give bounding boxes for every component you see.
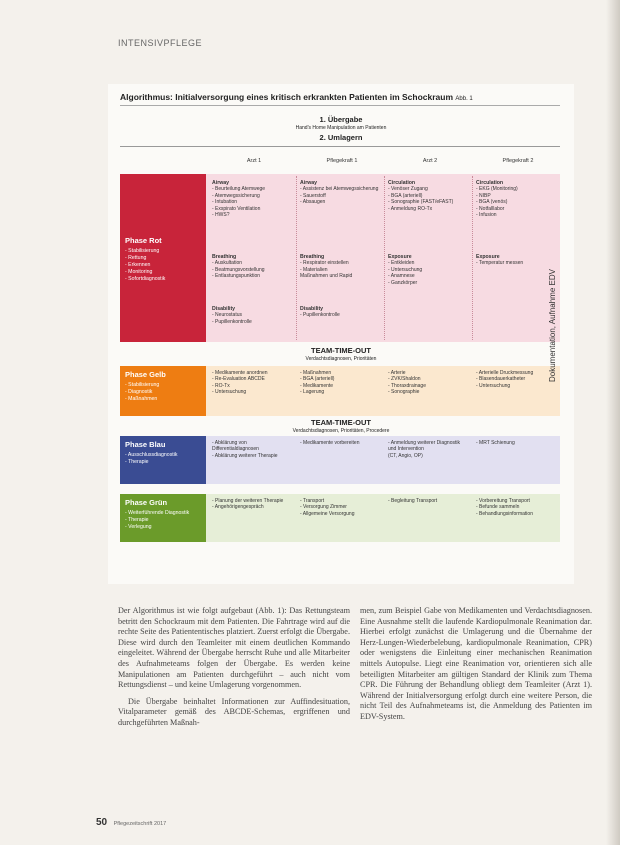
cell-rot-pflege1-disability bbox=[300, 306, 380, 319]
cell-line: - RO-Tx bbox=[212, 382, 230, 389]
phase-rot-item: - Rettung bbox=[125, 255, 147, 261]
cell-rot-pflege2-exposure bbox=[476, 254, 556, 267]
cell-line: - BGA (arteriell) bbox=[300, 376, 335, 383]
cell-line: - Anmeldung weiterer Diagnostik und Intervention bbox=[388, 440, 460, 453]
paragraph: Der Algorithmus ist wie folgt aufgebaut (Abb. 1): Das Rettungsteam betritt den Schockraum mit dem Patienten. Die Fahrtrage wird auf die rechte Seite des Patiententisches platziert. Zuerst erfolgt die Übergabe. Diese wird durch den Teamleiter mit einem deutlichen Kommando eingeleitet. Während der Übergabe herrscht Ruhe und alle Mitarbeiter des Aufnahmeteams folgen der Übergabe. Es werden keine Manipulationen am Patienten durchgeführt – auch nicht vom Rettungsdienst – und keine Umlagerung vorgenommen. bbox=[118, 606, 350, 690]
cell-line: - Auskultation bbox=[212, 260, 243, 267]
phase-blau-item: - Therapie bbox=[125, 459, 149, 465]
phase-gruen-item: - Weiterführende Diagnostik bbox=[125, 510, 190, 516]
source-line: Pflegezeitschrift 2017 bbox=[113, 821, 167, 827]
cell-line: - Untersuchung bbox=[476, 382, 511, 389]
cell-line: - Anmeldung RO-Tx bbox=[388, 205, 433, 212]
cell-line: - Temperatur messen bbox=[476, 260, 524, 267]
phase-gruen-item: - Therapie bbox=[125, 517, 149, 523]
phase-gelb-item: - Stabilisierung bbox=[125, 382, 160, 388]
cell-title: Disability bbox=[212, 306, 236, 312]
figure-title bbox=[120, 92, 560, 106]
phase-rot-item: - Sofortdiagnostik bbox=[125, 276, 166, 282]
col-arzt-1: Arzt 1 bbox=[246, 158, 262, 164]
body-column-left bbox=[118, 606, 350, 735]
col-pflegekraft-1: Pflegekraft 1 bbox=[326, 158, 358, 164]
cell-line: - Infusion bbox=[476, 212, 497, 219]
algorithm-figure bbox=[108, 84, 574, 584]
step-uebergabe: 1. Übergabe bbox=[319, 115, 363, 124]
cell-line: - MRT Schienung bbox=[476, 440, 515, 446]
phase-rot-item: - Erkennen bbox=[125, 262, 151, 268]
phase-rot-title: Phase Rot bbox=[125, 236, 162, 245]
cell-title: Circulation bbox=[388, 180, 416, 186]
cell-line: - Exspirato Ventilation bbox=[212, 205, 261, 212]
cell-line: - Beurteilung Atemwege bbox=[212, 186, 266, 193]
cell-gelb-arzt1 bbox=[212, 370, 292, 396]
phase-gelb-item: - Diagnostik bbox=[125, 389, 153, 395]
cell-blau-arzt2 bbox=[388, 440, 468, 459]
cell-line: - Beatmungsvorstellung bbox=[212, 266, 265, 273]
section-header: INTENSIVPFLEGE bbox=[118, 38, 203, 48]
cell-line: - Medikamente vorbereiten bbox=[300, 440, 360, 446]
phase-gelb-title: Phase Gelb bbox=[125, 370, 166, 379]
cell-title: Exposure bbox=[476, 254, 500, 260]
col-arzt-2: Arzt 2 bbox=[422, 158, 438, 164]
cell-line: - Sonographie bbox=[388, 389, 420, 396]
team-time-out-1: TEAM-TIME-OUT bbox=[311, 346, 371, 355]
cell-rot-pflege2-circulation bbox=[476, 180, 556, 218]
cell-line: - Ganzkörper bbox=[388, 279, 418, 286]
cell-line: - Untersuchung bbox=[212, 389, 247, 396]
page-footer bbox=[96, 817, 166, 828]
cell-line: - BGA (arteriell) bbox=[388, 192, 423, 199]
cell-gelb-pflege2 bbox=[476, 370, 556, 389]
team-time-out-2: TEAM-TIME-OUT bbox=[311, 418, 371, 427]
cell-line: - Vorbereitung Transport bbox=[476, 498, 530, 504]
cell-line: - Atemwegssicherung bbox=[212, 192, 260, 199]
cell-line: - Angehörigengespräch bbox=[212, 504, 264, 511]
phase-rot-label bbox=[120, 174, 206, 342]
cell-line: - Behandlungsinformation bbox=[476, 510, 533, 517]
cell-rot-arzt1-airway bbox=[212, 180, 292, 218]
cell-line: - Sauerstoff bbox=[300, 192, 326, 199]
cell-line: - ZVK/Shaldon bbox=[388, 376, 421, 383]
cell-line: - Medikamente anordnen bbox=[212, 370, 268, 376]
cell-line: - Notfalllabor bbox=[476, 205, 505, 212]
cell-blau-pflege2 bbox=[476, 440, 556, 446]
cell-rot-arzt2-circulation bbox=[388, 180, 468, 212]
cell-title: Exposure bbox=[388, 254, 412, 260]
divider bbox=[120, 146, 560, 147]
cell-line: - Arterie bbox=[388, 370, 406, 376]
cell-line: - Abklärung weiterer Therapie bbox=[212, 452, 278, 459]
body-column-right bbox=[360, 606, 592, 729]
cell-line: - Versorgung Zimmer bbox=[300, 504, 347, 511]
cell-title: Airway bbox=[300, 180, 318, 186]
cell-line: - Abklärung von Differentialdiagnosen bbox=[212, 440, 259, 453]
cell-line: - Venöser Zugang bbox=[388, 186, 428, 193]
cell-rot-pflege1-breathing bbox=[300, 254, 380, 280]
cell-title: Airway bbox=[212, 180, 230, 186]
cell-rot-arzt2-exposure bbox=[388, 254, 468, 286]
cell-line: - Allgemeine Versorgung bbox=[300, 510, 355, 517]
team-time-out-1-sub: Verdachtsdiagnosen, Prioritäten bbox=[305, 356, 377, 362]
phase-rot-item: - Monitoring bbox=[125, 269, 153, 275]
phase-blau-title: Phase Blau bbox=[125, 440, 166, 449]
cell-title: Circulation bbox=[476, 180, 504, 186]
phase-gelb-item: - Maßnahmen bbox=[125, 396, 158, 402]
cell-line: - Anamnese bbox=[388, 273, 415, 280]
column-rule bbox=[384, 176, 386, 340]
cell-gruen-arzt2 bbox=[388, 498, 468, 504]
phase-gruen-item: - Verlegung bbox=[125, 524, 152, 530]
cell-line: - Respirator einstellen bbox=[300, 260, 349, 267]
phase-blau-label bbox=[120, 436, 206, 484]
cell-blau-arzt1 bbox=[212, 440, 292, 459]
cell-line: - Entlastungspunktion bbox=[212, 273, 261, 280]
cell-rot-pflege1-airway bbox=[300, 180, 380, 206]
paragraph: Die Übergabe beinhaltet Informationen zur Auffindesituation, Vitalparameter gemäß des ABCDE-Schemas, ergriffenen und durchgeführten Maßnah- bbox=[118, 696, 350, 727]
cell-gruen-pflege1 bbox=[300, 498, 380, 517]
phase-blau-item: - Ausschlussdiagnostik bbox=[125, 452, 178, 458]
cell-line: - Lagerung bbox=[300, 389, 325, 396]
column-rule bbox=[296, 176, 298, 340]
team-time-out-2-sub: Verdachtsdiagnosen, Prioritäten, Procedere bbox=[292, 428, 390, 434]
phase-gruen-label bbox=[120, 494, 206, 542]
cell-line: - Transport bbox=[300, 498, 325, 504]
cell-line: - Pupillenkontrolle bbox=[300, 312, 340, 319]
phase-rot-item: - Stabilisierung bbox=[125, 248, 160, 254]
cell-gruen-pflege2 bbox=[476, 498, 556, 517]
cell-title: Breathing bbox=[212, 254, 237, 260]
cell-line: - Blasendauerkatheter bbox=[476, 376, 526, 383]
page-number: 50 bbox=[96, 817, 108, 828]
figure-ref: Abb. 1 bbox=[455, 96, 473, 102]
page-edge-shadow bbox=[606, 0, 620, 845]
cell-gelb-pflege1 bbox=[300, 370, 380, 396]
cell-line: - Thoraxdrainage bbox=[388, 382, 426, 389]
cell-title: Disability bbox=[300, 306, 324, 312]
paragraph: men, zum Beispiel Gabe von Medikamenten und Verdachtsdiagnosen. Eine Ausnahme stellt die laufende Kardiopulmonale Reanimation dar. Hierbei erfolgt zunächst die Umlagerung und die Übernahme der Herz-Lungen-Wiederbelebung, kardiopulmonale Reanimation, CPR) oder wenigstens die Einleitung einer mechanischen Reanimation mittels Autopulse. Liegt eine Reanimation vor, orientieren sich alle beteiligten Mitarbeiter am gültigen Standard der Klinik zum Thema CPR. Die Führung der Behandlung obliegt dem Teamleiter (Arzt 1). Während der Initialversorgung erfolgt durch eine weitere Person, die nicht Teil des Aufnahmeteams ist, die Anmeldung des Patienten im EDV-System. bbox=[360, 606, 592, 721]
cell-title: Breathing bbox=[300, 254, 325, 260]
cell-line: Maßnahmen und Rapid bbox=[300, 273, 353, 280]
cell-line: - Arterielle Druckmessung bbox=[476, 370, 534, 376]
cell-rot-arzt1-breathing bbox=[212, 254, 292, 280]
cell-line: - Begleitung Transport bbox=[388, 498, 438, 504]
figure-title-text: Algorithmus: Initialversorgung eines kritisch erkrankten Patienten im Schockraum bbox=[120, 92, 454, 102]
cell-line: - HWS? bbox=[212, 212, 230, 219]
cell-line: - Planung der weiteren Therapie bbox=[212, 498, 284, 504]
cell-line: - Assistenz bei Atemwegssicherung bbox=[300, 186, 379, 193]
cell-line: - Neurostatus bbox=[212, 312, 243, 319]
column-rule bbox=[472, 176, 474, 340]
cell-blau-pflege1 bbox=[300, 440, 380, 446]
col-pflegekraft-2: Pflegekraft 2 bbox=[502, 158, 534, 164]
phase-gelb-label bbox=[120, 366, 206, 416]
cell-line: - Absaugen bbox=[300, 199, 326, 206]
cell-line: - Medikamente bbox=[300, 382, 334, 389]
cell-line: - EKG (Monitoring) bbox=[476, 186, 518, 193]
step-umlagern: 2. Umlagern bbox=[319, 133, 363, 142]
cell-gruen-arzt1 bbox=[212, 498, 292, 511]
cell-line: - Befunde sammeln bbox=[476, 504, 520, 511]
cell-line: - NIBP bbox=[476, 192, 491, 199]
cell-line: - Untersuchung bbox=[388, 266, 423, 273]
cell-line: - Re-Evaluation ABCDE bbox=[212, 376, 265, 383]
step-uebergabe-note: Hand's Home Manipulation am Patienten bbox=[295, 125, 387, 131]
phase-gruen-title: Phase Grün bbox=[125, 498, 168, 507]
cell-gelb-arzt2 bbox=[388, 370, 468, 396]
cell-line: - Intubation bbox=[212, 199, 238, 206]
cell-rot-arzt1-disability bbox=[212, 306, 292, 325]
cell-line: (CT, Angio, OP) bbox=[388, 452, 423, 459]
cell-line: - Entkleiden bbox=[388, 260, 415, 267]
cell-line: - BGA (venös) bbox=[476, 199, 508, 206]
side-label-dokumentation: Dokumentation, Aufnahme EDV bbox=[548, 269, 557, 382]
cell-line: - Pupillenkontrolle bbox=[212, 318, 252, 325]
cell-line: - Maßnahmen bbox=[300, 370, 332, 376]
cell-line: - Sonographie (FAST/eFAST) bbox=[388, 199, 454, 206]
cell-line: - Materialien bbox=[300, 266, 328, 273]
